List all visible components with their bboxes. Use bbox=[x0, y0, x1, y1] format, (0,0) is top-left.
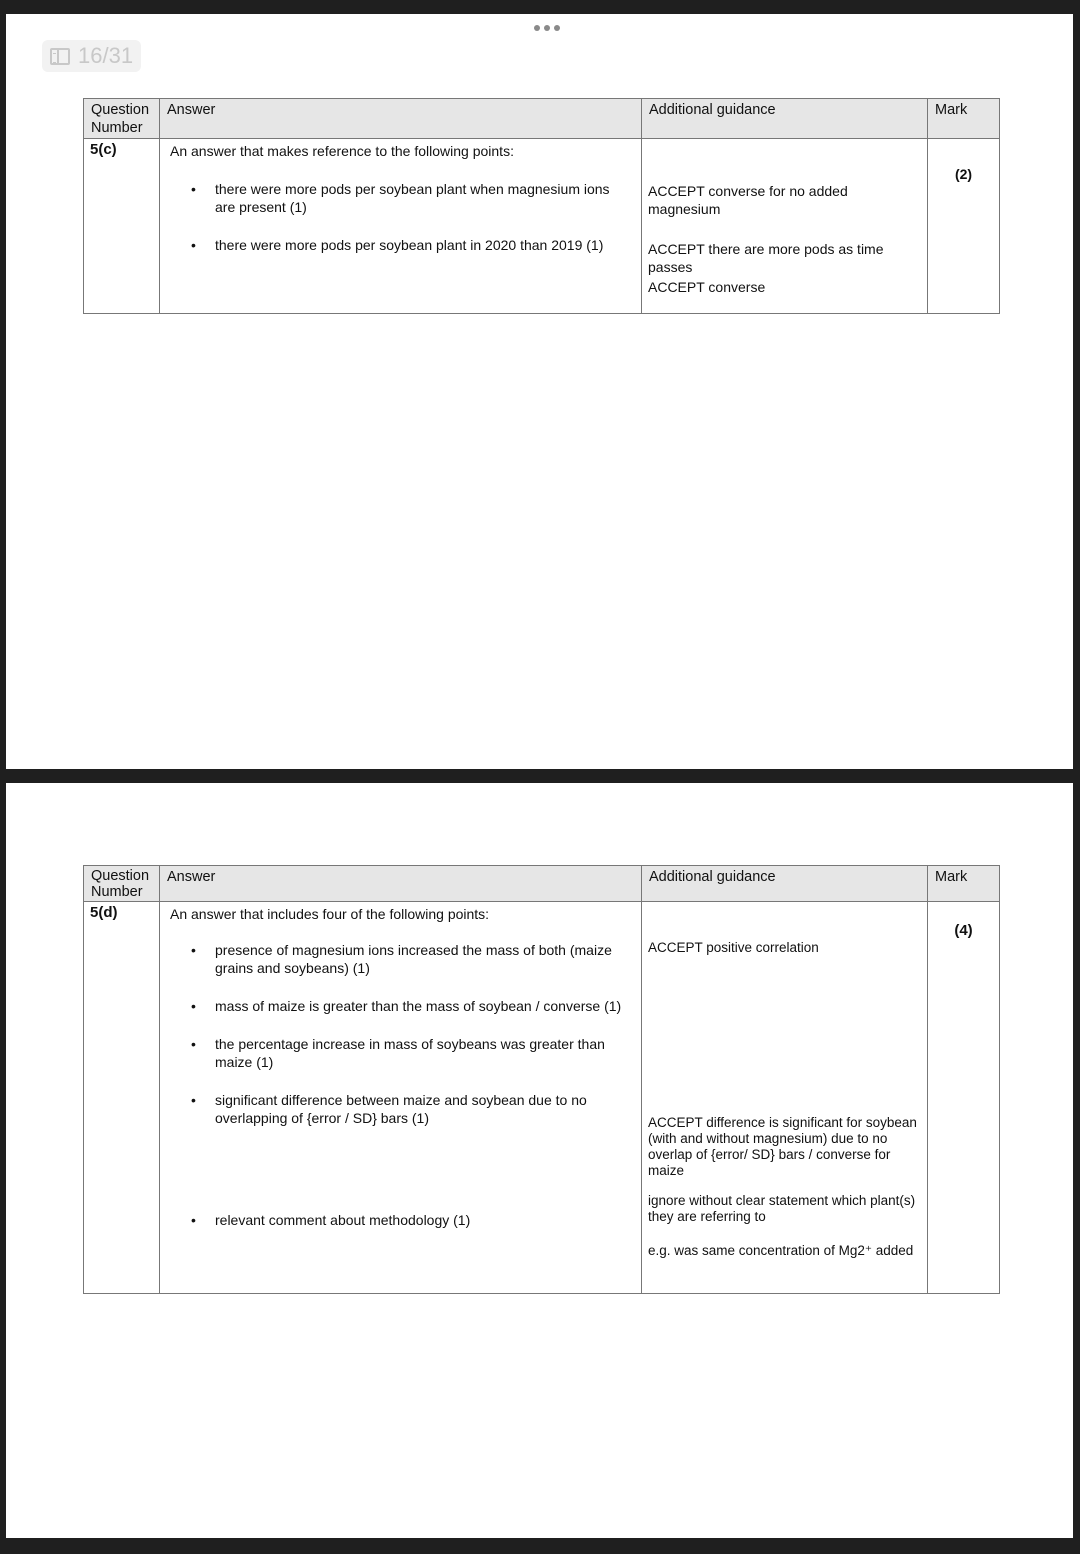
mark-value: (4) bbox=[954, 922, 973, 939]
guidance-text: ACCEPT positive correlation bbox=[648, 940, 819, 955]
header-answer: Answer bbox=[160, 866, 642, 902]
guidance-text: ACCEPT converse bbox=[648, 279, 766, 295]
answer-point: • there were more pods per soybean plant when magnesium ions are present (1) bbox=[170, 180, 631, 216]
guidance-text: ACCEPT there are more pods as time passes bbox=[648, 241, 884, 275]
guidance-text: e.g. was same concentration of Mg2⁺ added bbox=[648, 1243, 914, 1258]
header-question-number: Question Number bbox=[84, 99, 160, 139]
answer-point: • significant difference between maize and soybean due to no overlapping of {error / SD} bars (1) bbox=[170, 1091, 631, 1127]
answer-cell bbox=[160, 139, 642, 314]
answer-cell bbox=[160, 902, 642, 1294]
answer-point: • mass of maize is greater than the mass of soybean / converse (1) bbox=[170, 997, 631, 1015]
document-page-17 bbox=[6, 783, 1073, 1538]
answer-point: • there were more pods per soybean plant in 2020 than 2019 (1) bbox=[170, 236, 631, 254]
answer-point: • the percentage increase in mass of soybeans was greater than maize (1) bbox=[170, 1035, 631, 1071]
more-options-icon[interactable] bbox=[533, 23, 561, 33]
guidance-text: ACCEPT difference is significant for soybean (with and without magnesium) due to no overlap of {error/ SD} bars / converse for maize bbox=[648, 1115, 917, 1178]
question-number: 5(d) bbox=[84, 902, 160, 1294]
answer-point: • presence of magnesium ions increased the mass of both (maize grains and soybeans) (1) bbox=[170, 941, 631, 977]
answer-points bbox=[170, 180, 631, 254]
mark-scheme-table-5d bbox=[83, 865, 1000, 1294]
question-number: 5(c) bbox=[84, 139, 160, 314]
page-indicator-text: 16/31 bbox=[78, 43, 134, 68]
mark-cell bbox=[928, 902, 1000, 1294]
mark-scheme-table-5c bbox=[83, 98, 1000, 314]
answer-intro: An answer that makes reference to the following points: bbox=[170, 143, 514, 159]
page-indicator bbox=[42, 40, 141, 72]
header-guidance: Additional guidance bbox=[642, 99, 928, 139]
header-question-number: Question Number bbox=[84, 866, 160, 902]
guidance-text: ACCEPT converse for no added magnesium bbox=[648, 183, 848, 217]
answer-points bbox=[170, 941, 631, 1229]
header-mark: Mark bbox=[928, 866, 1000, 902]
mark-cell bbox=[928, 139, 1000, 314]
header-guidance: Additional guidance bbox=[642, 866, 928, 902]
header-mark: Mark bbox=[928, 99, 1000, 139]
answer-point: • relevant comment about methodology (1) bbox=[170, 1211, 631, 1229]
guidance-text: ignore without clear statement which plant(s) they are referring to bbox=[648, 1193, 916, 1224]
guidance-cell bbox=[642, 902, 928, 1294]
mark-value: (2) bbox=[954, 166, 973, 182]
header-answer: Answer bbox=[160, 99, 642, 139]
guidance-cell bbox=[642, 139, 928, 314]
answer-intro: An answer that includes four of the following points: bbox=[170, 906, 490, 922]
document-page-16 bbox=[6, 14, 1073, 769]
sidebar-icon bbox=[50, 48, 70, 65]
